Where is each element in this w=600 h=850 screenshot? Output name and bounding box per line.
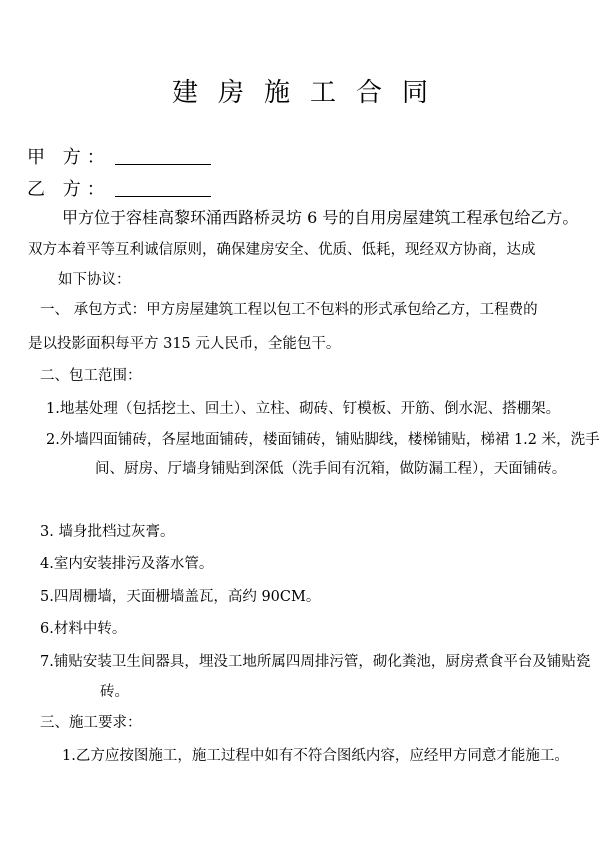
intro-line-3: 如下协议： [58, 272, 131, 288]
scope-item-6: 6.材料中转。 [40, 621, 127, 637]
intro-line-2: 双方本着平等互利诚信原则，确保建房安全、优质、低耗，现经双方协商，达成 [28, 242, 536, 258]
section-1-line-2: 是以投影面积每平方 315 元人民币，全能包干。 [28, 336, 341, 352]
scope-item-7-line-2: 砖。 [100, 684, 129, 700]
party-a-blank [115, 146, 211, 165]
scope-item-2-line-1: 2.外墙四面铺砖，各屋地面铺砖，楼面铺砖，铺贴脚线，楼梯铺贴，梯裙 1.2 米，洗手 [46, 432, 600, 448]
party-a-label: 甲 方： [27, 147, 111, 168]
contract-title: 建房施工合同 [171, 78, 448, 108]
scope-item-1: 1.地基处理（包括挖土、回土）、立柱、砌砖、钉模板、开筋、倒水泥、搭棚架。 [46, 401, 561, 417]
scope-item-4: 4.室内安装排污及落水管。 [40, 556, 214, 572]
scope-item-7-line-1: 7.铺贴安装卫生间器具，埋没工地所属四周排污管，砌化粪池，厨房煮食平台及铺贴瓷 [40, 654, 591, 670]
party-b-line [27, 175, 211, 201]
section-1-line-1: 一、 承包方式：甲方房屋建筑工程以包工不包料的形式承包给乙方，工程费的 [40, 302, 538, 318]
section-2-heading: 二、包工范围： [40, 368, 142, 384]
scope-item-2-line-2: 间、厨房、厅墙身铺贴到深低（洗手间有沉箱，做防漏工程），天面铺砖。 [95, 461, 567, 477]
party-b-blank [115, 178, 211, 197]
requirement-item-1: 1.乙方应按图施工，施工过程中如有不符合图纸内容，应经甲方同意才能施工。 [62, 748, 569, 764]
scope-item-3: 3. 墙身批档过灰膏。 [40, 524, 175, 540]
party-b-label: 乙 方： [27, 179, 111, 200]
section-3-heading: 三、施工要求： [40, 715, 142, 731]
intro-line-1: 甲方位于容桂高黎环涌西路桥灵坊 6 号的自用房屋建筑工程承包给乙方。 [62, 208, 579, 227]
party-a-line [27, 143, 211, 169]
scope-item-5: 5.四周栅墙，天面栅墙盖瓦，高约 90CM。 [40, 589, 321, 605]
